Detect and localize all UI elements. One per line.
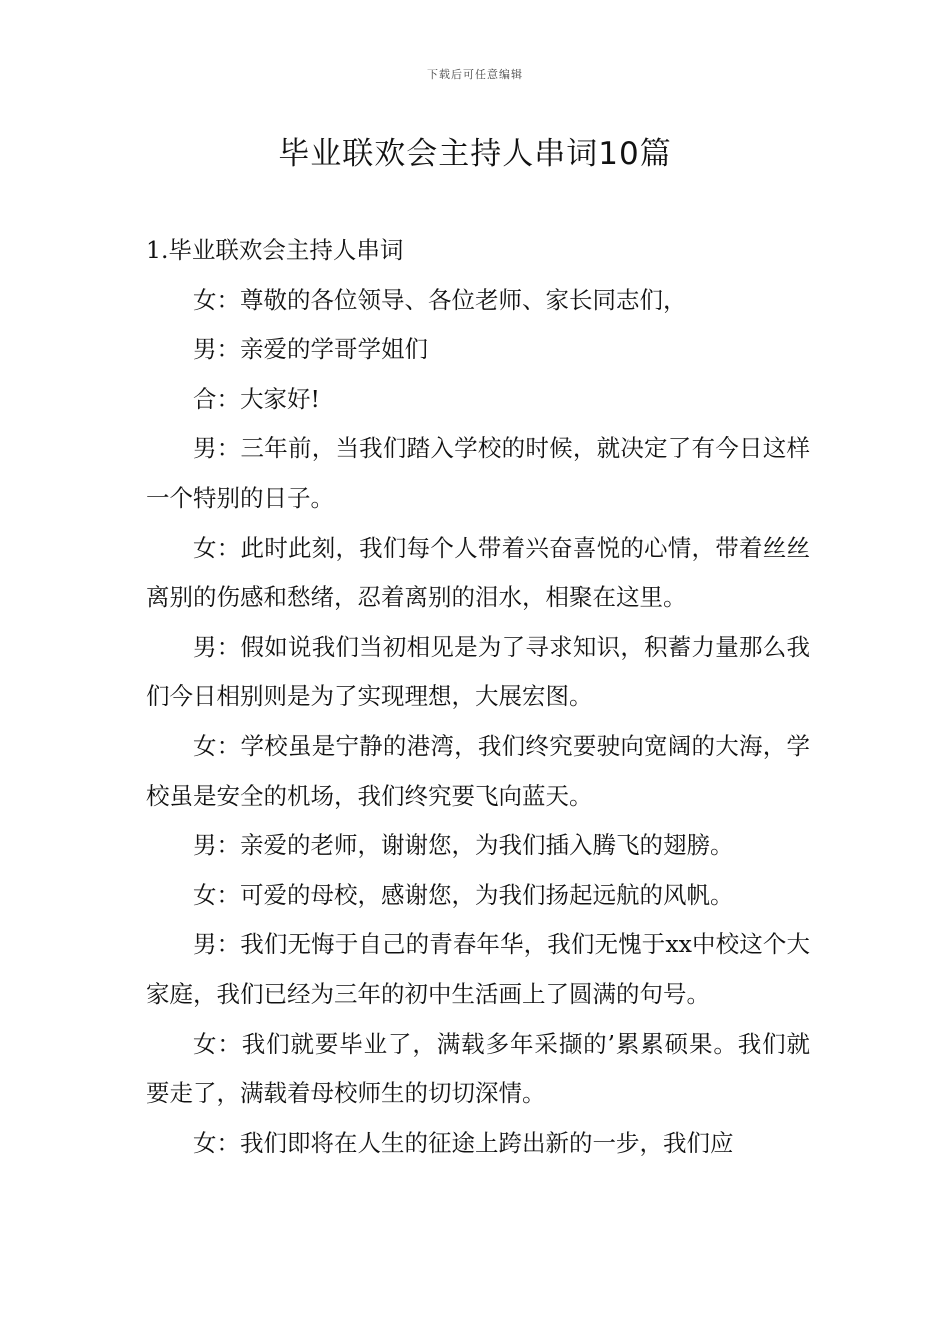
paragraph: 女：学校虽是宁静的港湾，我们终究要驶向宽阔的大海，学校虽是安全的机场，我们终究要飞向蓝天。 bbox=[146, 731, 810, 810]
paragraph: 男：我们无悔于自己的青春年华，我们无愧于xx中校这个大家庭，我们已经为三年的初中生活画上了圆满的句号。 bbox=[146, 930, 810, 1008]
section-heading: 1.毕业联欢会主持人串词 bbox=[146, 236, 404, 264]
paragraph: 女：此时此刻，我们每个人带着兴奋喜悦的心情，带着丝丝离别的伤感和愁绪，忍着离别的泪水，相聚在这里。 bbox=[146, 533, 810, 612]
paragraph: 女：尊敬的各位领导、各位老师、家长同志们， bbox=[193, 285, 687, 314]
paragraph: 女：我们即将在人生的征途上跨出新的一步，我们应 bbox=[193, 1128, 734, 1157]
header-note: 下载后可任意编辑 bbox=[427, 68, 523, 81]
paragraph: 男：亲爱的学哥学姐们 bbox=[193, 335, 428, 364]
paragraph: 合：大家好! bbox=[193, 384, 320, 413]
paragraph: 男：假如说我们当初相见是为了寻求知识，积蓄力量那么我们今日相别则是为了实现理想，大展宏图。 bbox=[146, 632, 810, 711]
paragraph: 男：亲爱的老师，谢谢您，为我们插入腾飞的翅膀。 bbox=[193, 831, 734, 860]
paragraph: 女：我们就要毕业了，满载多年采撷的’累累硕果。我们就要走了，满载着母校师生的切切深情。 bbox=[146, 1029, 810, 1108]
paragraph: 男：三年前，当我们踏入学校的时候，就决定了有今日这样一个特别的日子。 bbox=[146, 434, 810, 512]
paragraph: 女：可爱的母校，感谢您，为我们扬起远航的风帆。 bbox=[193, 880, 734, 909]
document-title: 毕业联欢会主持人串词10篇 bbox=[278, 136, 672, 172]
document-body bbox=[146, 226, 810, 1168]
